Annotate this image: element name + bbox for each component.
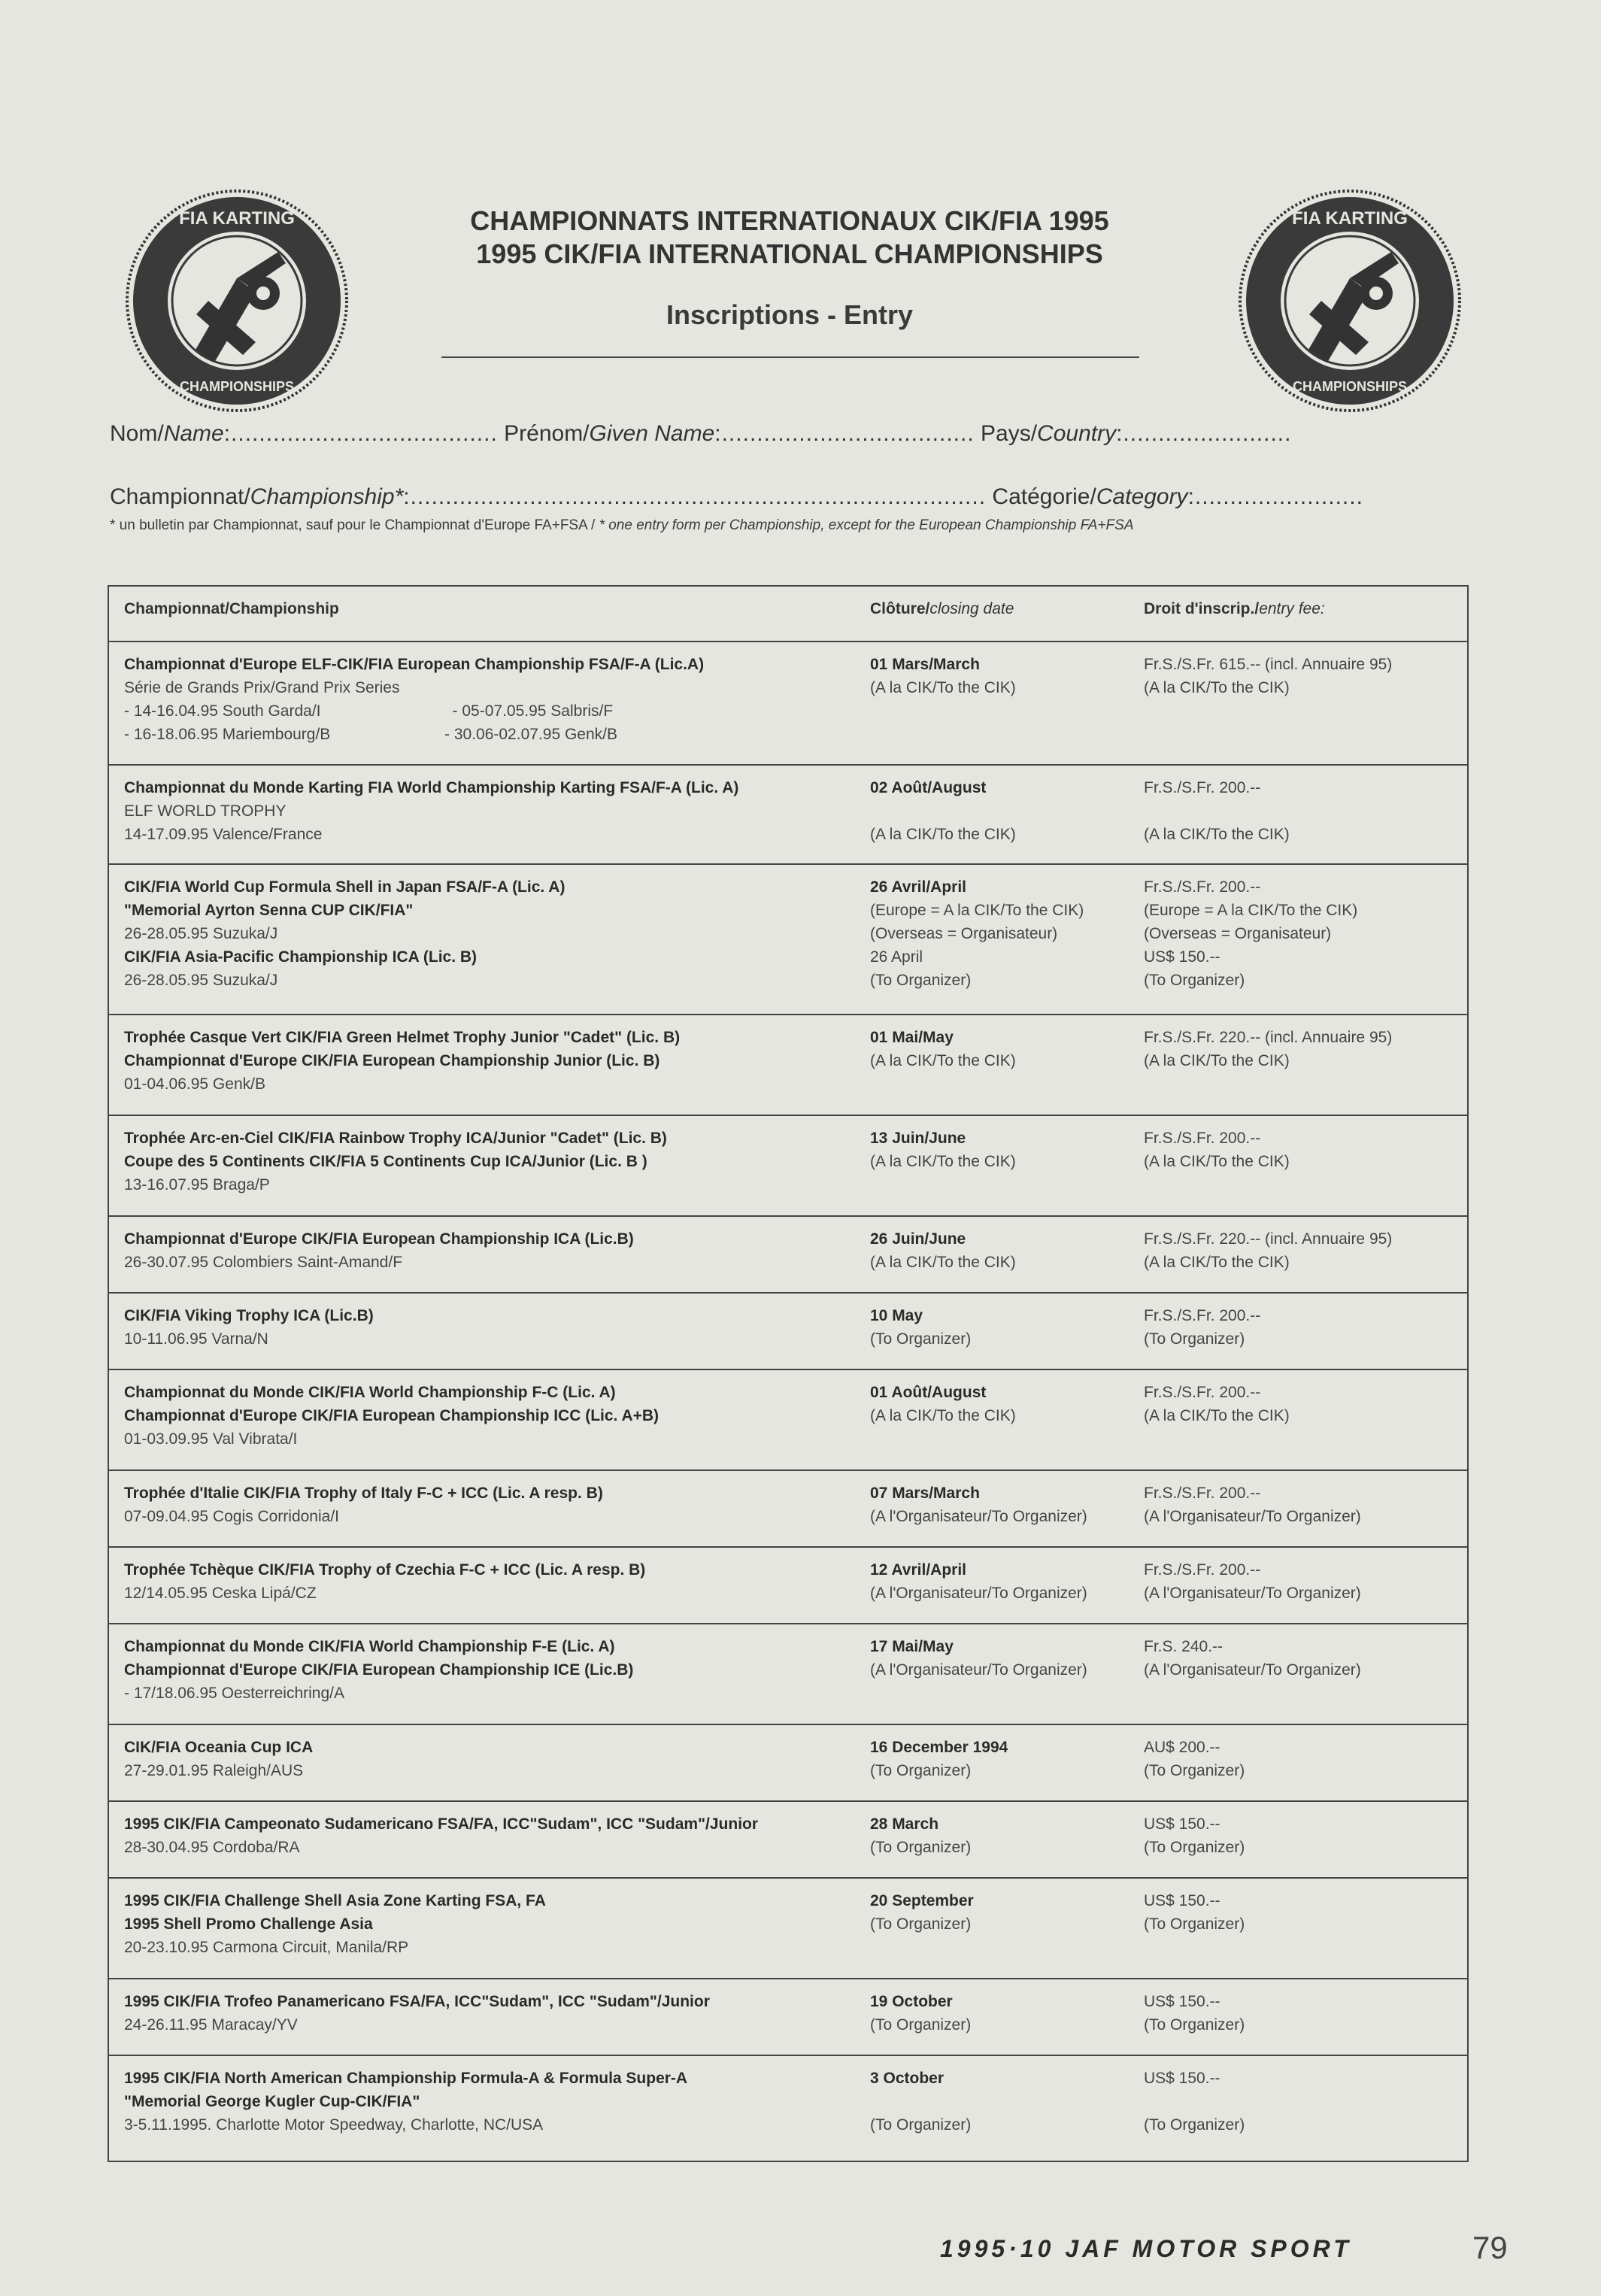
entry-fee-cell xyxy=(1144,653,1460,699)
closing-date-line: (A l'Organisateur/To Organizer) xyxy=(870,1508,1087,1525)
championnat-label: Championnat/ xyxy=(110,484,250,509)
championship-line: 28-30.04.95 Cordoba/RA xyxy=(124,1839,300,1856)
entry-fee-cell xyxy=(1144,1889,1460,1936)
entry-fee-line: (To Organizer) xyxy=(1144,1330,1245,1348)
championship-line: 01-04.06.95 Genk/B xyxy=(124,1075,265,1093)
table-row xyxy=(109,1800,1467,1877)
closing-date-line: 12 Avril/April xyxy=(870,1561,966,1579)
closing-date-line: 13 Juin/June xyxy=(870,1130,966,1147)
championship-line: 13-16.07.95 Braga/P xyxy=(124,1176,270,1193)
closing-date-line: (To Organizer) xyxy=(870,1762,972,1779)
championship-line: 1995 CIK/FIA North American Championship Formula-A & Formula Super-A xyxy=(124,2070,688,2087)
championship-line: 1995 Shell Promo Challenge Asia xyxy=(124,1915,373,1933)
closing-date-line: 20 September xyxy=(870,1892,974,1909)
entry-fee-line: Fr.S. 240.-- xyxy=(1144,1638,1223,1655)
closing-date-line: 3 October xyxy=(870,2070,945,2087)
championship-line: Championnat d'Europe ELF-CIK/FIA European Championship FSA/F-A (Lic.A) xyxy=(124,656,705,673)
closing-date-line: 26 April xyxy=(870,948,923,966)
entry-fee-line: US$ 150.-- xyxy=(1144,2070,1220,2087)
championship-line: CIK/FIA Oceania Cup ICA xyxy=(124,1739,314,1756)
pays-label: Pays/ xyxy=(981,421,1038,446)
championship-line xyxy=(110,484,1363,510)
championship-line: Coupe des 5 Continents CIK/FIA 5 Continents Cup ICA/Junior (Lic. B ) xyxy=(124,1153,647,1170)
closing-date-line: (To Organizer) xyxy=(870,972,972,989)
entry-fee-line: AU$ 200.-- xyxy=(1144,1739,1220,1756)
championship-line: - 14-16.04.95 South Garda/I - 05-07.05.95 Salbris/F xyxy=(124,702,614,720)
page-header xyxy=(429,205,1151,331)
header-divider xyxy=(441,356,1139,358)
championship-line: CIK/FIA World Cup Formula Shell in Japan FSA/F-A (Lic. A) xyxy=(124,878,566,896)
entry-fee-cell xyxy=(1144,776,1460,846)
championship-field[interactable]: :.................................................................................. xyxy=(403,484,987,509)
entry-fee-line: (Europe = A la CIK/To the CIK) xyxy=(1144,902,1358,919)
championship-line: Série de Grands Prix/Grand Prix Series xyxy=(124,679,400,696)
closing-date-cell xyxy=(870,875,1141,992)
closing-date-line: (A l'Organisateur/To Organizer) xyxy=(870,1585,1087,1602)
entry-fee-line: US$ 150.-- xyxy=(1144,948,1220,966)
closing-date-line: (A la CIK/To the CIK) xyxy=(870,1254,1016,1271)
entry-fee-cell xyxy=(1144,1227,1460,1274)
svg-text:CHAMPIONSHIPS: CHAMPIONSHIPS xyxy=(179,379,295,394)
subtitle: Inscriptions - Entry xyxy=(666,299,914,330)
entry-fee-cell xyxy=(1144,1127,1460,1173)
entry-fee-line: (Overseas = Organisateur) xyxy=(1144,925,1332,942)
championships-table xyxy=(108,585,1469,2162)
header-closing-fr: Clôture/ xyxy=(870,600,930,617)
footnote-en: * one entry form per Championship, except for the European Championship FA+FSA xyxy=(599,517,1134,533)
cik-fia-karting-logo-right xyxy=(1237,188,1463,414)
cik-fia-karting-logo-left xyxy=(124,188,350,414)
entry-fee-line xyxy=(1144,799,1460,823)
championship-cell xyxy=(124,1812,959,1859)
championship-line: 1995 CIK/FIA Trofeo Panamericano FSA/FA, ICC"Sudam", ICC "Sudam"/Junior xyxy=(124,1993,710,2010)
table-row xyxy=(109,1292,1467,1369)
championship-cell xyxy=(124,875,959,992)
closing-date-line: (A la CIK/To the CIK) xyxy=(870,1052,1016,1069)
table-row xyxy=(109,764,1467,863)
entry-fee-line xyxy=(1144,2090,1460,2113)
closing-date-line: 26 Juin/June xyxy=(870,1230,966,1248)
entry-fee-line: (A la CIK/To the CIK) xyxy=(1144,679,1290,696)
championship-cell xyxy=(124,1127,959,1197)
prenom-label: Prénom/ xyxy=(504,421,590,446)
championship-cell xyxy=(124,1026,959,1096)
pays-label-en: Country xyxy=(1037,421,1117,446)
svg-text:FIA KARTING: FIA KARTING xyxy=(1292,208,1408,229)
prenom-field[interactable]: :.................................... xyxy=(714,421,975,446)
nom-field[interactable]: :...................................... xyxy=(223,421,498,446)
categorie-label: Catégorie/ xyxy=(992,484,1096,509)
championship-line: 07-09.04.95 Cogis Corridonia/I xyxy=(124,1508,340,1525)
closing-date-cell xyxy=(870,1558,1141,1605)
closing-date-line: 10 May xyxy=(870,1307,923,1324)
championship-cell xyxy=(124,1482,959,1528)
entry-fee-cell xyxy=(1144,1635,1460,1682)
championship-line: Championnat d'Europe CIK/FIA European Championship Junior (Lic. B) xyxy=(124,1052,660,1069)
championship-line: 26-30.07.95 Colombiers Saint-Amand/F xyxy=(124,1254,403,1271)
header-closing-date xyxy=(870,597,1141,620)
entry-fee-line: Fr.S./S.Fr. 220.-- (incl. Annuaire 95) xyxy=(1144,1029,1393,1046)
table-row xyxy=(109,1369,1467,1470)
championship-line: "Memorial George Kugler Cup-CIK/FIA" xyxy=(124,2093,420,2110)
closing-date-cell xyxy=(870,653,1141,699)
closing-date-line: (To Organizer) xyxy=(870,2016,972,2034)
table-row xyxy=(109,1115,1467,1215)
closing-date-line: (Overseas = Organisateur) xyxy=(870,925,1058,942)
championship-line: 10-11.06.95 Varna/N xyxy=(124,1330,268,1348)
closing-date-cell xyxy=(870,1635,1141,1682)
closing-date-line: 19 October xyxy=(870,1993,953,2010)
championship-line: CIK/FIA Asia-Pacific Championship ICA (Lic. B) xyxy=(124,948,478,966)
entry-fee-line: (A l'Organisateur/To Organizer) xyxy=(1144,1585,1361,1602)
table-row xyxy=(109,1724,1467,1800)
publication-footer: 1995·10 JAF MOTOR SPORT xyxy=(940,2235,1352,2262)
entry-fee-line: (A la CIK/To the CIK) xyxy=(1144,1407,1290,1424)
championship-line: Championnat d'Europe CIK/FIA European Championship ICE (Lic.B) xyxy=(124,1661,634,1679)
page-number: 79 xyxy=(1472,2230,1508,2265)
closing-date-cell xyxy=(870,1736,1141,1782)
header-fee-fr: Droit d'inscrip./ xyxy=(1144,600,1260,617)
closing-date-line: 02 Août/August xyxy=(870,779,987,796)
closing-date-line: (To Organizer) xyxy=(870,1839,972,1856)
championship-line: 1995 CIK/FIA Campeonato Sudamericano FSA/FA, ICC"Sudam", ICC "Sudam"/Junior xyxy=(124,1815,759,1833)
closing-date-cell xyxy=(870,1026,1141,1072)
championship-cell xyxy=(124,1736,959,1782)
table-row xyxy=(109,1623,1467,1724)
entry-fee-line: (A la CIK/To the CIK) xyxy=(1144,1052,1290,1069)
title-english: 1995 CIK/FIA INTERNATIONAL CHAMPIONSHIPS xyxy=(476,238,1103,269)
championship-line: "Memorial Ayrton Senna CUP CIK/FIA" xyxy=(124,902,414,919)
closing-date-line: (To Organizer) xyxy=(870,1330,972,1348)
table-row xyxy=(109,1877,1467,1978)
entry-fee-line: Fr.S./S.Fr. 615.-- (incl. Annuaire 95) xyxy=(1144,656,1393,673)
championship-line: Trophée Tchèque CIK/FIA Trophy of Czechia F-C + ICC (Lic. A resp. B) xyxy=(124,1561,646,1579)
entry-fee-cell xyxy=(1144,1381,1460,1427)
championship-cell xyxy=(124,1889,959,1959)
svg-text:CHAMPIONSHIPS: CHAMPIONSHIPS xyxy=(1292,379,1408,394)
entry-fee-cell xyxy=(1144,1482,1460,1528)
championship-line: 12/14.05.95 Ceska Lipá/CZ xyxy=(124,1585,317,1602)
championship-line: Championnat d'Europe CIK/FIA European Championship ICC (Lic. A+B) xyxy=(124,1407,660,1424)
closing-date-cell xyxy=(870,1304,1141,1351)
table-row xyxy=(109,1215,1467,1292)
svg-text:FIA KARTING: FIA KARTING xyxy=(179,208,295,229)
table-row xyxy=(109,2055,1467,2162)
entry-fee-line: Fr.S./S.Fr. 200.-- xyxy=(1144,1561,1261,1579)
closing-date-line: 01 Mai/May xyxy=(870,1029,954,1046)
championship-line: Trophée Casque Vert CIK/FIA Green Helmet Trophy Junior "Cadet" (Lic. B) xyxy=(124,1029,681,1046)
championship-cell xyxy=(124,2067,959,2137)
closing-date-cell xyxy=(870,1227,1141,1274)
header-fee-en: entry fee: xyxy=(1259,600,1325,617)
closing-date-cell xyxy=(870,776,1141,846)
header-championship: Championnat/Championship xyxy=(124,600,339,617)
championship-line: Championnat du Monde CIK/FIA World Championship F-C (Lic. A) xyxy=(124,1384,616,1401)
prenom-label-en: Given Name xyxy=(589,421,715,446)
entry-fee-line: Fr.S./S.Fr. 200.-- xyxy=(1144,1485,1261,1502)
footnote xyxy=(110,517,1134,534)
championnat-label-en: Championship* xyxy=(250,484,404,509)
closing-date-cell xyxy=(870,1990,1141,2037)
championship-line: Trophée Arc-en-Ciel CIK/FIA Rainbow Trophy ICA/Junior "Cadet" (Lic. B) xyxy=(124,1130,667,1147)
entry-fee-cell xyxy=(1144,1558,1460,1605)
entry-fee-line: (To Organizer) xyxy=(1144,2016,1245,2034)
closing-date-line: (To Organizer) xyxy=(870,2116,972,2134)
championship-line: CIK/FIA Viking Trophy ICA (Lic.B) xyxy=(124,1307,374,1324)
championship-cell xyxy=(124,1558,959,1605)
closing-date-cell xyxy=(870,1482,1141,1528)
footnote-fr: * un bulletin par Championnat, sauf pour le Championnat d'Europe FA+FSA / xyxy=(110,517,599,533)
table-row xyxy=(109,1470,1467,1546)
entry-fee-line: (A la CIK/To the CIK) xyxy=(1144,826,1290,843)
closing-date-cell xyxy=(870,1889,1141,1936)
entry-fee-line: Fr.S./S.Fr. 220.-- (incl. Annuaire 95) xyxy=(1144,1230,1393,1248)
table-row xyxy=(109,1014,1467,1115)
championship-line: 26-28.05.95 Suzuka/J xyxy=(124,972,278,989)
closing-date-line: 16 December 1994 xyxy=(870,1739,1008,1756)
closing-date-line xyxy=(870,2090,1141,2113)
entry-fee-line: (To Organizer) xyxy=(1144,972,1245,989)
championship-cell xyxy=(124,1990,959,2037)
championship-line: 20-23.10.95 Carmona Circuit, Manila/RP xyxy=(124,1939,409,1956)
entry-fee-line: (A l'Organisateur/To Organizer) xyxy=(1144,1661,1361,1679)
entry-fee-line: (A l'Organisateur/To Organizer) xyxy=(1144,1508,1361,1525)
pays-field[interactable]: :........................ xyxy=(1116,421,1292,446)
categorie-label-en: Category xyxy=(1096,484,1188,509)
championship-cell xyxy=(124,1381,959,1451)
championship-line: 27-29.01.95 Raleigh/AUS xyxy=(124,1762,304,1779)
championship-line: 3-5.11.1995. Charlotte Motor Speedway, Charlotte, NC/USA xyxy=(124,2116,544,2134)
closing-date-line: 01 Août/August xyxy=(870,1384,987,1401)
closing-date-line: (A la CIK/To the CIK) xyxy=(870,679,1016,696)
closing-date-line: (A l'Organisateur/To Organizer) xyxy=(870,1661,1087,1679)
entry-fee-cell xyxy=(1144,2067,1460,2137)
entry-fee-line: Fr.S./S.Fr. 200.-- xyxy=(1144,779,1261,796)
closing-date-line: 01 Mars/March xyxy=(870,656,980,673)
entry-fee-cell xyxy=(1144,1736,1460,1782)
championship-line: 14-17.09.95 Valence/France xyxy=(124,826,323,843)
championship-line: ELF WORLD TROPHY xyxy=(124,802,287,820)
championship-line: 24-26.11.95 Maracay/YV xyxy=(124,2016,298,2034)
entry-fee-line: Fr.S./S.Fr. 200.-- xyxy=(1144,878,1261,896)
championship-line: - 17/18.06.95 Oesterreichring/A xyxy=(124,1685,344,1702)
closing-date-line xyxy=(870,799,1141,823)
closing-date-line: (A la CIK/To the CIK) xyxy=(870,826,1016,843)
closing-date-line: 07 Mars/March xyxy=(870,1485,980,1502)
nom-label: Nom/ xyxy=(110,421,164,446)
title-french: CHAMPIONNATS INTERNATIONAUX CIK/FIA 1995 xyxy=(470,205,1109,236)
closing-date-line: 26 Avril/April xyxy=(870,878,966,896)
championship-line: Trophée d'Italie CIK/FIA Trophy of Italy F-C + ICC (Lic. A resp. B) xyxy=(124,1485,603,1502)
championship-cell xyxy=(124,776,959,846)
entry-fee-cell xyxy=(1144,1990,1460,2037)
closing-date-cell xyxy=(870,1127,1141,1173)
entry-fee-line: (To Organizer) xyxy=(1144,1762,1245,1779)
closing-date-line: 17 Mai/May xyxy=(870,1638,954,1655)
closing-date-line: (To Organizer) xyxy=(870,1915,972,1933)
championship-line: 01-03.09.95 Val Vibrata/I xyxy=(124,1430,298,1448)
entry-fee-line: (A la CIK/To the CIK) xyxy=(1144,1254,1290,1271)
name-line xyxy=(110,421,1291,447)
entry-fee-line: Fr.S./S.Fr. 200.-- xyxy=(1144,1307,1261,1324)
championship-line: Championnat du Monde Karting FIA World Championship Karting FSA/F-A (Lic. A) xyxy=(124,779,739,796)
closing-date-cell xyxy=(870,1812,1141,1859)
category-field[interactable]: :........................ xyxy=(1187,484,1363,509)
entry-fee-line: US$ 150.-- xyxy=(1144,1993,1220,2010)
championship-line: 1995 CIK/FIA Challenge Shell Asia Zone Karting FSA, FA xyxy=(124,1892,546,1909)
table-row xyxy=(109,641,1467,764)
entry-fee-line: US$ 150.-- xyxy=(1144,1892,1220,1909)
entry-fee-line: (A la CIK/To the CIK) xyxy=(1144,1153,1290,1170)
entry-fee-line: (To Organizer) xyxy=(1144,2116,1245,2134)
entry-fee-cell xyxy=(1144,875,1460,992)
championship-line: Championnat du Monde CIK/FIA World Championship F-E (Lic. A) xyxy=(124,1638,615,1655)
championship-line: - 16-18.06.95 Mariembourg/B - 30.06-02.07.95 Genk/B xyxy=(124,726,617,743)
table-row xyxy=(109,863,1467,1014)
closing-date-line: (Europe = A la CIK/To the CIK) xyxy=(870,902,1084,919)
entry-fee-cell xyxy=(1144,1026,1460,1072)
entry-fee-line: US$ 150.-- xyxy=(1144,1815,1220,1833)
entry-fee-cell xyxy=(1144,1304,1460,1351)
championship-line: 26-28.05.95 Suzuka/J xyxy=(124,925,278,942)
table-row xyxy=(109,1546,1467,1623)
closing-date-line: (A la CIK/To the CIK) xyxy=(870,1153,1016,1170)
nom-label-en: Name xyxy=(163,421,224,446)
championship-cell xyxy=(124,1635,959,1705)
table-row xyxy=(109,1978,1467,2055)
table-header-row xyxy=(109,587,1467,641)
entry-fee-line: Fr.S./S.Fr. 200.-- xyxy=(1144,1130,1261,1147)
championship-line: Championnat d'Europe CIK/FIA European Championship ICA (Lic.B) xyxy=(124,1230,634,1248)
entry-fee-cell xyxy=(1144,1812,1460,1859)
entry-fee-line: (To Organizer) xyxy=(1144,1915,1245,1933)
closing-date-line: (A la CIK/To the CIK) xyxy=(870,1407,1016,1424)
championship-cell xyxy=(124,653,959,746)
header-closing-en: closing date xyxy=(929,600,1014,617)
entry-fee-line: Fr.S./S.Fr. 200.-- xyxy=(1144,1384,1261,1401)
championship-cell xyxy=(124,1227,959,1274)
championship-cell xyxy=(124,1304,959,1351)
closing-date-cell xyxy=(870,1381,1141,1427)
entry-fee-line: (To Organizer) xyxy=(1144,1839,1245,1856)
closing-date-cell xyxy=(870,2067,1141,2137)
closing-date-line: 28 March xyxy=(870,1815,939,1833)
header-entry-fee xyxy=(1144,597,1460,620)
